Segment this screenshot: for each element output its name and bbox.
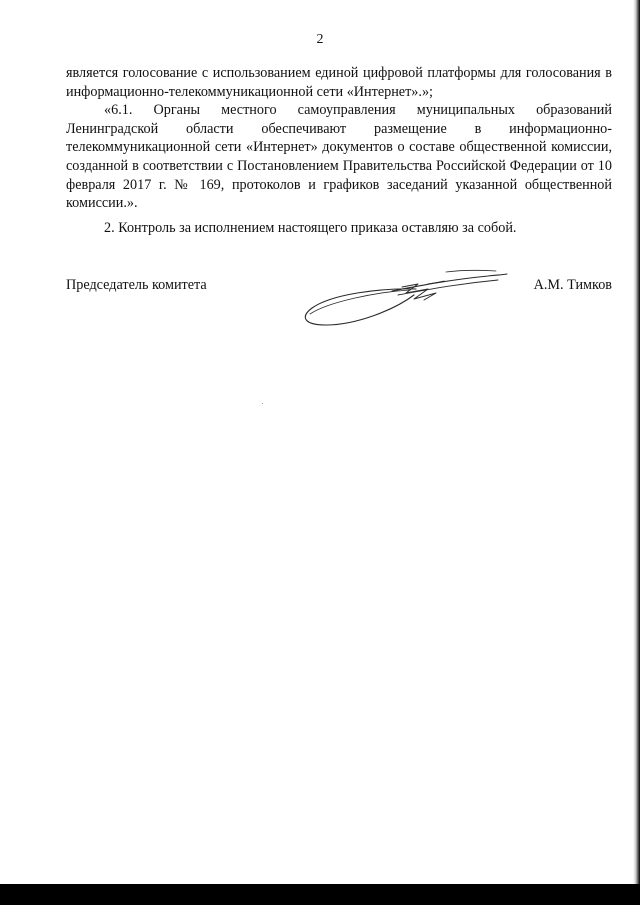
paragraph-item-2: 2. Контроль за исполнением настоящего приказа оставляю за собой. xyxy=(104,219,517,236)
scan-border-bottom xyxy=(0,884,640,905)
handwritten-signature xyxy=(298,262,512,334)
scan-speck xyxy=(262,403,263,404)
page-number: 2 xyxy=(316,32,324,47)
scan-edge-right xyxy=(633,0,640,884)
paragraph-clause-6-1: «6.1. Органы местного самоуправления муниципальных образований Ленинградской области обеспечивают размещение в информационно-телекоммуникационной сети «Интернет» документов о составе общественной комиссии, созданной в соответствии с Постановлением Правительства Российской Федерации от 10 февраля 2017 г. № 169, протоколов и графиков заседаний указанной общественной комиссии.». xyxy=(66,102,612,212)
signatory-name: А.М. Тимков xyxy=(533,277,612,293)
signatory-title: Председатель комитета xyxy=(66,277,207,293)
paragraph-continuation: является голосование с использованием единой цифровой платформы для голосования в информационно-телекоммуникационной сети «Интернет».»; xyxy=(66,65,612,100)
document-body xyxy=(66,64,612,237)
